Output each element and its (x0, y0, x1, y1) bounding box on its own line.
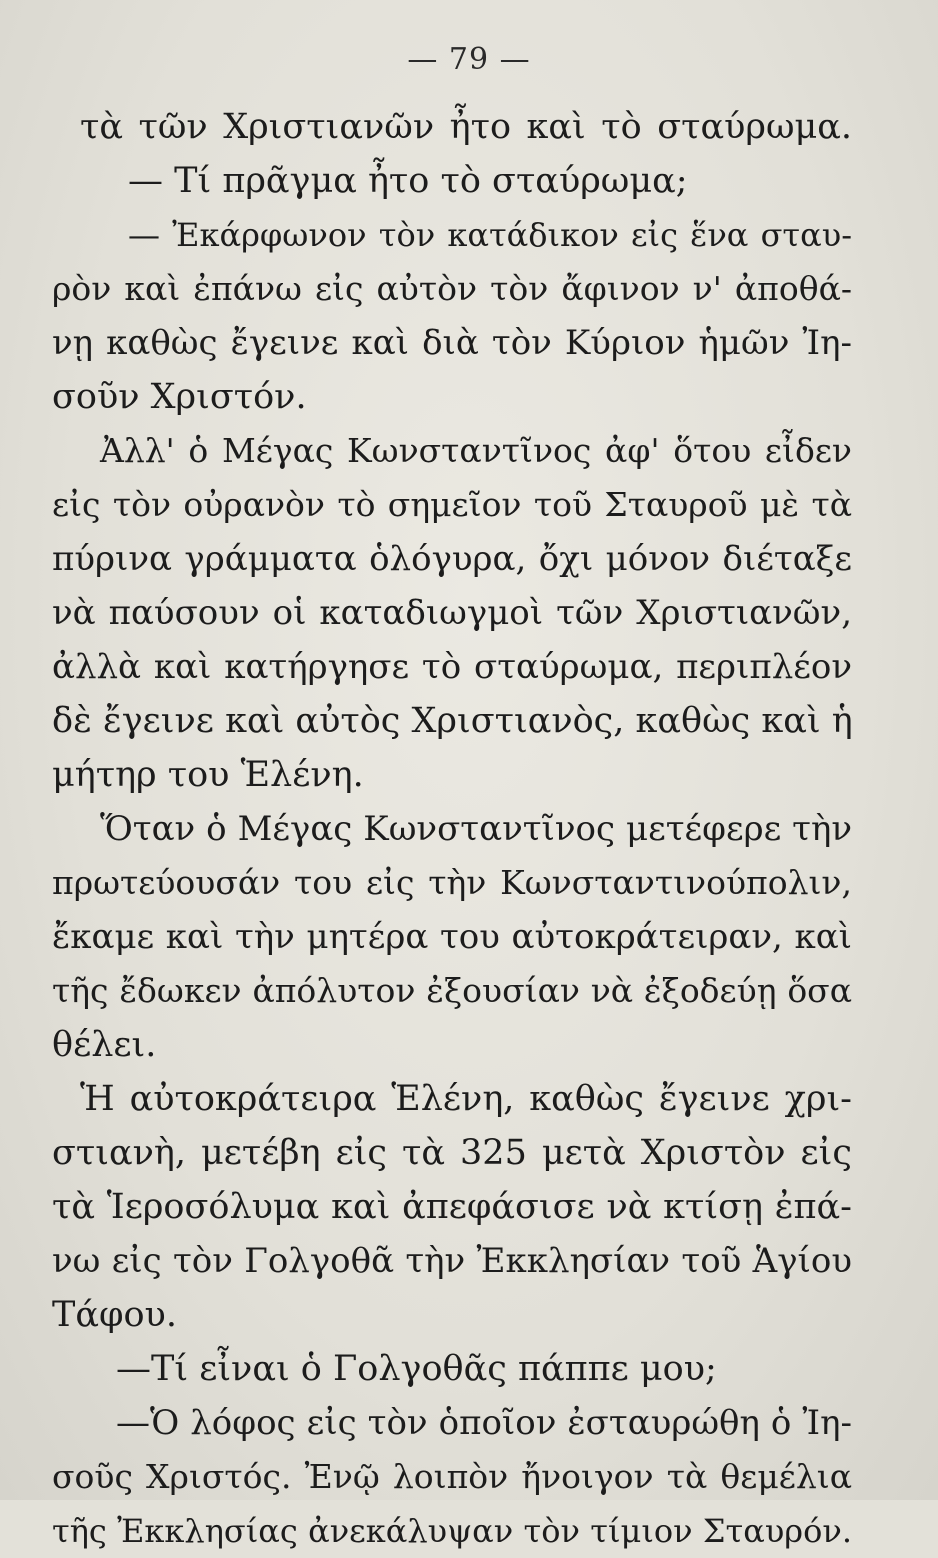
text-line: νὰ παύσουν οἱ καταδιωγμοὶ τῶν Χριστιανῶν, (52, 593, 852, 633)
text-line: νω εἰς τὸν Γολγοθᾶ τὴν Ἐκκλησίαν τοῦ Ἁγίου (52, 1241, 852, 1281)
text-line: θέλει. (52, 1025, 157, 1065)
text-line: Ὅταν ὁ Μέγας Κωνσταντῖνος μετέφερε τὴν (100, 809, 852, 849)
text-line: Ἡ αὐτοκράτειρα Ἑλένη, καθὼς ἔγεινε χρι- (80, 1079, 852, 1119)
text-line: στιανὴ, μετέβη εἰς τὰ 325 μετὰ Χριστὸν εἰς (52, 1133, 852, 1173)
text-line: σοῦν Χριστόν. (52, 377, 307, 417)
text-line: τὰ τῶν Χριστιανῶν ἦτο καὶ τὸ σταύρωμα. (80, 107, 852, 147)
page-number: — 79 — (407, 42, 531, 77)
text-line: ρὸν καὶ ἐπάνω εἰς αὐτὸν τὸν ἄφινον ν' ἀποθά- (52, 269, 852, 308)
text-line: ἀλλὰ καὶ κατήργησε τὸ σταύρωμα, περιπλέον (52, 647, 852, 687)
text-line: πύρινα γράμματα ὁλόγυρα, ὄχι μόνον διέταξε (52, 539, 852, 579)
text-line: τὰ Ἱεροσόλυμα καὶ ἀπεφάσισε νὰ κτίσῃ ἐπά- (52, 1187, 852, 1227)
text-line: μήτηρ του Ἑλένη. (52, 755, 364, 795)
text-line: Ἀλλ' ὁ Μέγας Κωνσταντῖνος ἀφ' ὅτου εἶδεν (100, 431, 852, 470)
text-line: δὲ ἔγεινε καὶ αὐτὸς Χριστιανὸς, καθὼς καὶ ἡ (52, 701, 853, 741)
text-line: τῆς Ἐκκλησίας ἀνεκάλυψαν τὸν τίμιον Σταυρόν. (52, 1512, 852, 1550)
text-line: νῃ καθὼς ἔγεινε καὶ διὰ τὸν Κύριον ἡμῶν Ἰη- (52, 323, 852, 363)
text-line: — Ἐκάρφωνον τὸν κατάδικον εἰς ἕνα σταυ- (128, 216, 852, 254)
text-line: σοῦς Χριστός. Ἐνῷ λοιπὸν ἤνοιγον τὰ θεμέλια (52, 1457, 852, 1496)
text-line: τῆς ἔδωκεν ἀπόλυτον ἐξουσίαν νὰ ἐξοδεύῃ ὅσα (52, 971, 852, 1010)
text-line: —Ὁ λόφος εἰς τὸν ὁποῖον ἐσταυρώθη ὁ Ἰη- (116, 1403, 852, 1443)
text-line: πρωτεύουσάν του εἰς τὴν Κωνσταντινούπολιν, (52, 863, 852, 902)
text-line: —Τί εἶναι ὁ Γολγοθᾶς πάππε μου; (116, 1349, 717, 1389)
text-line: Τάφου. (52, 1295, 177, 1335)
text-line: ἔκαμε καὶ τὴν μητέρα του αὐτοκράτειραν, καὶ (52, 917, 852, 957)
text-line: — Τί πρᾶγμα ἦτο τὸ σταύρωμα; (128, 161, 688, 201)
body-text (52, 100, 852, 1558)
text-line: εἰς τὸν οὐρανὸν τὸ σημεῖον τοῦ Σταυροῦ μὲ τὰ (52, 485, 852, 524)
